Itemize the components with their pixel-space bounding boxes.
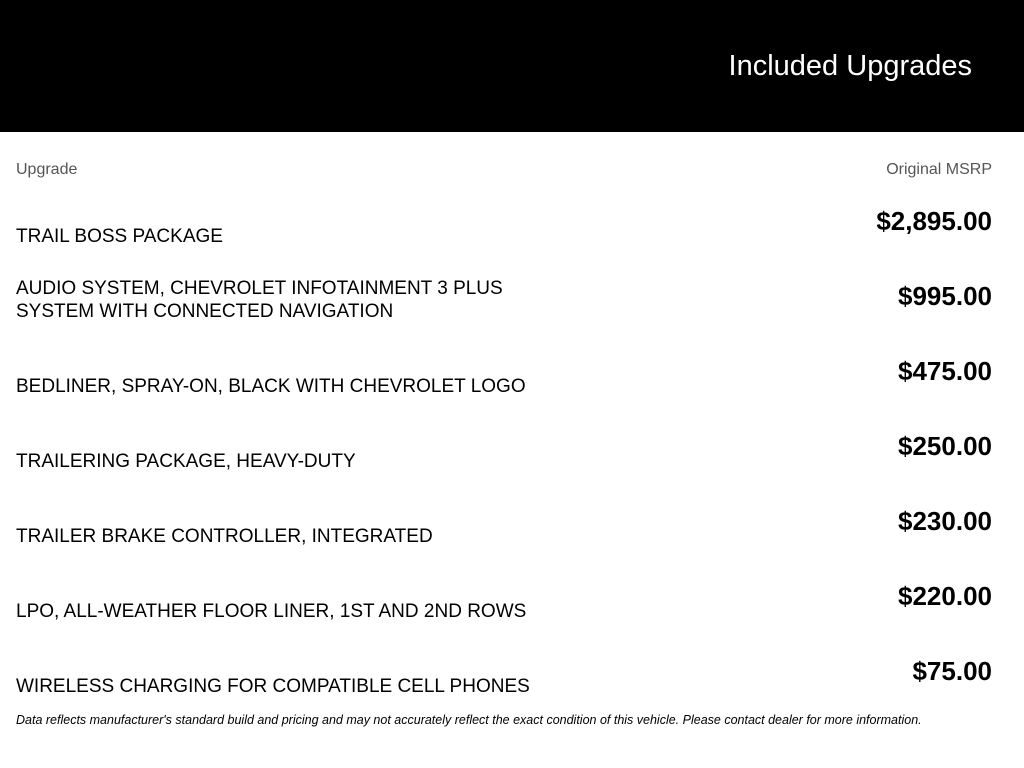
upgrade-name: TRAILERING PACKAGE, HEAVY-DUTY: [16, 451, 356, 472]
upgrade-price: $995.00: [898, 281, 992, 311]
upgrade-name: TRAILER BRAKE CONTROLLER, INTEGRATED: [16, 526, 433, 547]
upgrade-list: [16, 200, 992, 725]
upgrade-name: BEDLINER, SPRAY-ON, BLACK WITH CHEVROLET LOGO: [16, 376, 526, 397]
upgrade-price: $475.00: [898, 356, 992, 386]
upgrade-price: $75.00: [912, 656, 992, 686]
upgrade-row: [16, 200, 992, 275]
upgrade-price: $250.00: [898, 431, 992, 461]
column-headers: [16, 160, 992, 180]
column-header-msrp: Original MSRP: [886, 161, 992, 178]
upgrade-row: [16, 425, 992, 500]
upgrade-row: [16, 350, 992, 425]
disclaimer-text: Data reflects manufacturer's standard build and pricing and may not accurately reflect the exact condition of this vehicle. Please contact dealer for more information.: [16, 713, 922, 727]
upgrade-row: [16, 575, 992, 650]
upgrade-price: $2,895.00: [876, 206, 992, 236]
upgrade-row: [16, 275, 992, 350]
column-header-upgrade: Upgrade: [16, 161, 78, 178]
header-bar: [0, 0, 1024, 132]
upgrade-name: AUDIO SYSTEM, CHEVROLET INFOTAINMENT 3 PLUS SYSTEM WITH CONNECTED NAVIGATION: [16, 278, 503, 322]
upgrade-name: TRAIL BOSS PACKAGE: [16, 226, 223, 247]
upgrade-price: $230.00: [898, 506, 992, 536]
upgrade-name: LPO, ALL-WEATHER FLOOR LINER, 1ST AND 2ND ROWS: [16, 601, 527, 622]
page-title: Included Upgrades: [728, 50, 972, 82]
upgrade-row: [16, 500, 992, 575]
upgrade-name: WIRELESS CHARGING FOR COMPATIBLE CELL PHONES: [16, 676, 530, 697]
upgrade-price: $220.00: [898, 581, 992, 611]
